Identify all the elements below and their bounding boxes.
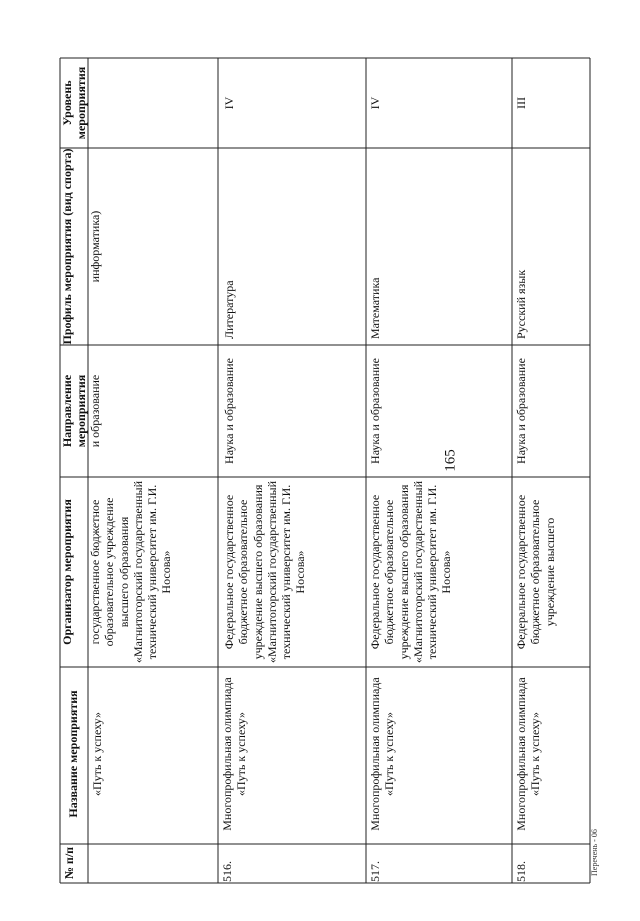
row1-level: IV	[222, 96, 236, 110]
row0-direction: и образование	[88, 374, 102, 448]
row1-direction: Наука и образование	[222, 358, 236, 464]
page-number: 165	[442, 449, 459, 472]
header-name: Название мероприятия	[66, 690, 80, 818]
row3-organizer: Федеральное государственное бюджетное образовательное учреждение высшего	[514, 494, 557, 650]
row2-profile: Математика	[368, 277, 382, 339]
header-organizer: Организатор мероприятия	[60, 499, 74, 645]
row0-organizer: государственное бюджетное образовательное учреждение высшего образования «Магнитогорский государственный технический университет им. Г.И. Носова»	[88, 480, 174, 664]
row1-organizer: Федеральное государственное бюджетное образовательное учреждение высшего образования «Магнитогорский государственный технический университет им. Г.И. Носова»	[222, 480, 308, 664]
header-profile: Профиль мероприятия (вид спорта)	[60, 148, 74, 345]
row3-profile: Русский язык	[514, 269, 528, 339]
row1-profile: Литература	[222, 280, 236, 339]
row1-num: 516.	[220, 861, 234, 882]
row0-profile: информатика)	[88, 210, 102, 283]
row0-name: «Путь к успеху»	[90, 712, 104, 796]
row3-name: Многопрофильная олимпиада «Путь к успеху»	[514, 677, 543, 831]
row2-num: 517.	[368, 861, 382, 882]
row3-num: 518.	[514, 861, 528, 882]
row2-level: IV	[368, 96, 382, 110]
row2-direction: Наука и образование	[368, 358, 382, 464]
row2-name: Многопрофильная олимпиада «Путь к успеху»	[368, 677, 397, 831]
header-level: Уровень мероприятия	[60, 66, 89, 140]
row2-organizer: Федеральное государственное бюджетное образовательное учреждение высшего образования «Магнитогорский государственный технический университет им. Г.И. Носова»	[368, 480, 454, 664]
row3-direction: Наука и образование	[514, 358, 528, 464]
row1-name: Многопрофильная олимпиада «Путь к успеху»	[220, 677, 249, 831]
header-num: № п/п	[62, 846, 76, 880]
row3-level: III	[514, 97, 528, 109]
footer-note: Перечень - 06	[590, 829, 599, 876]
header-direction: Направление мероприятия	[60, 374, 89, 448]
